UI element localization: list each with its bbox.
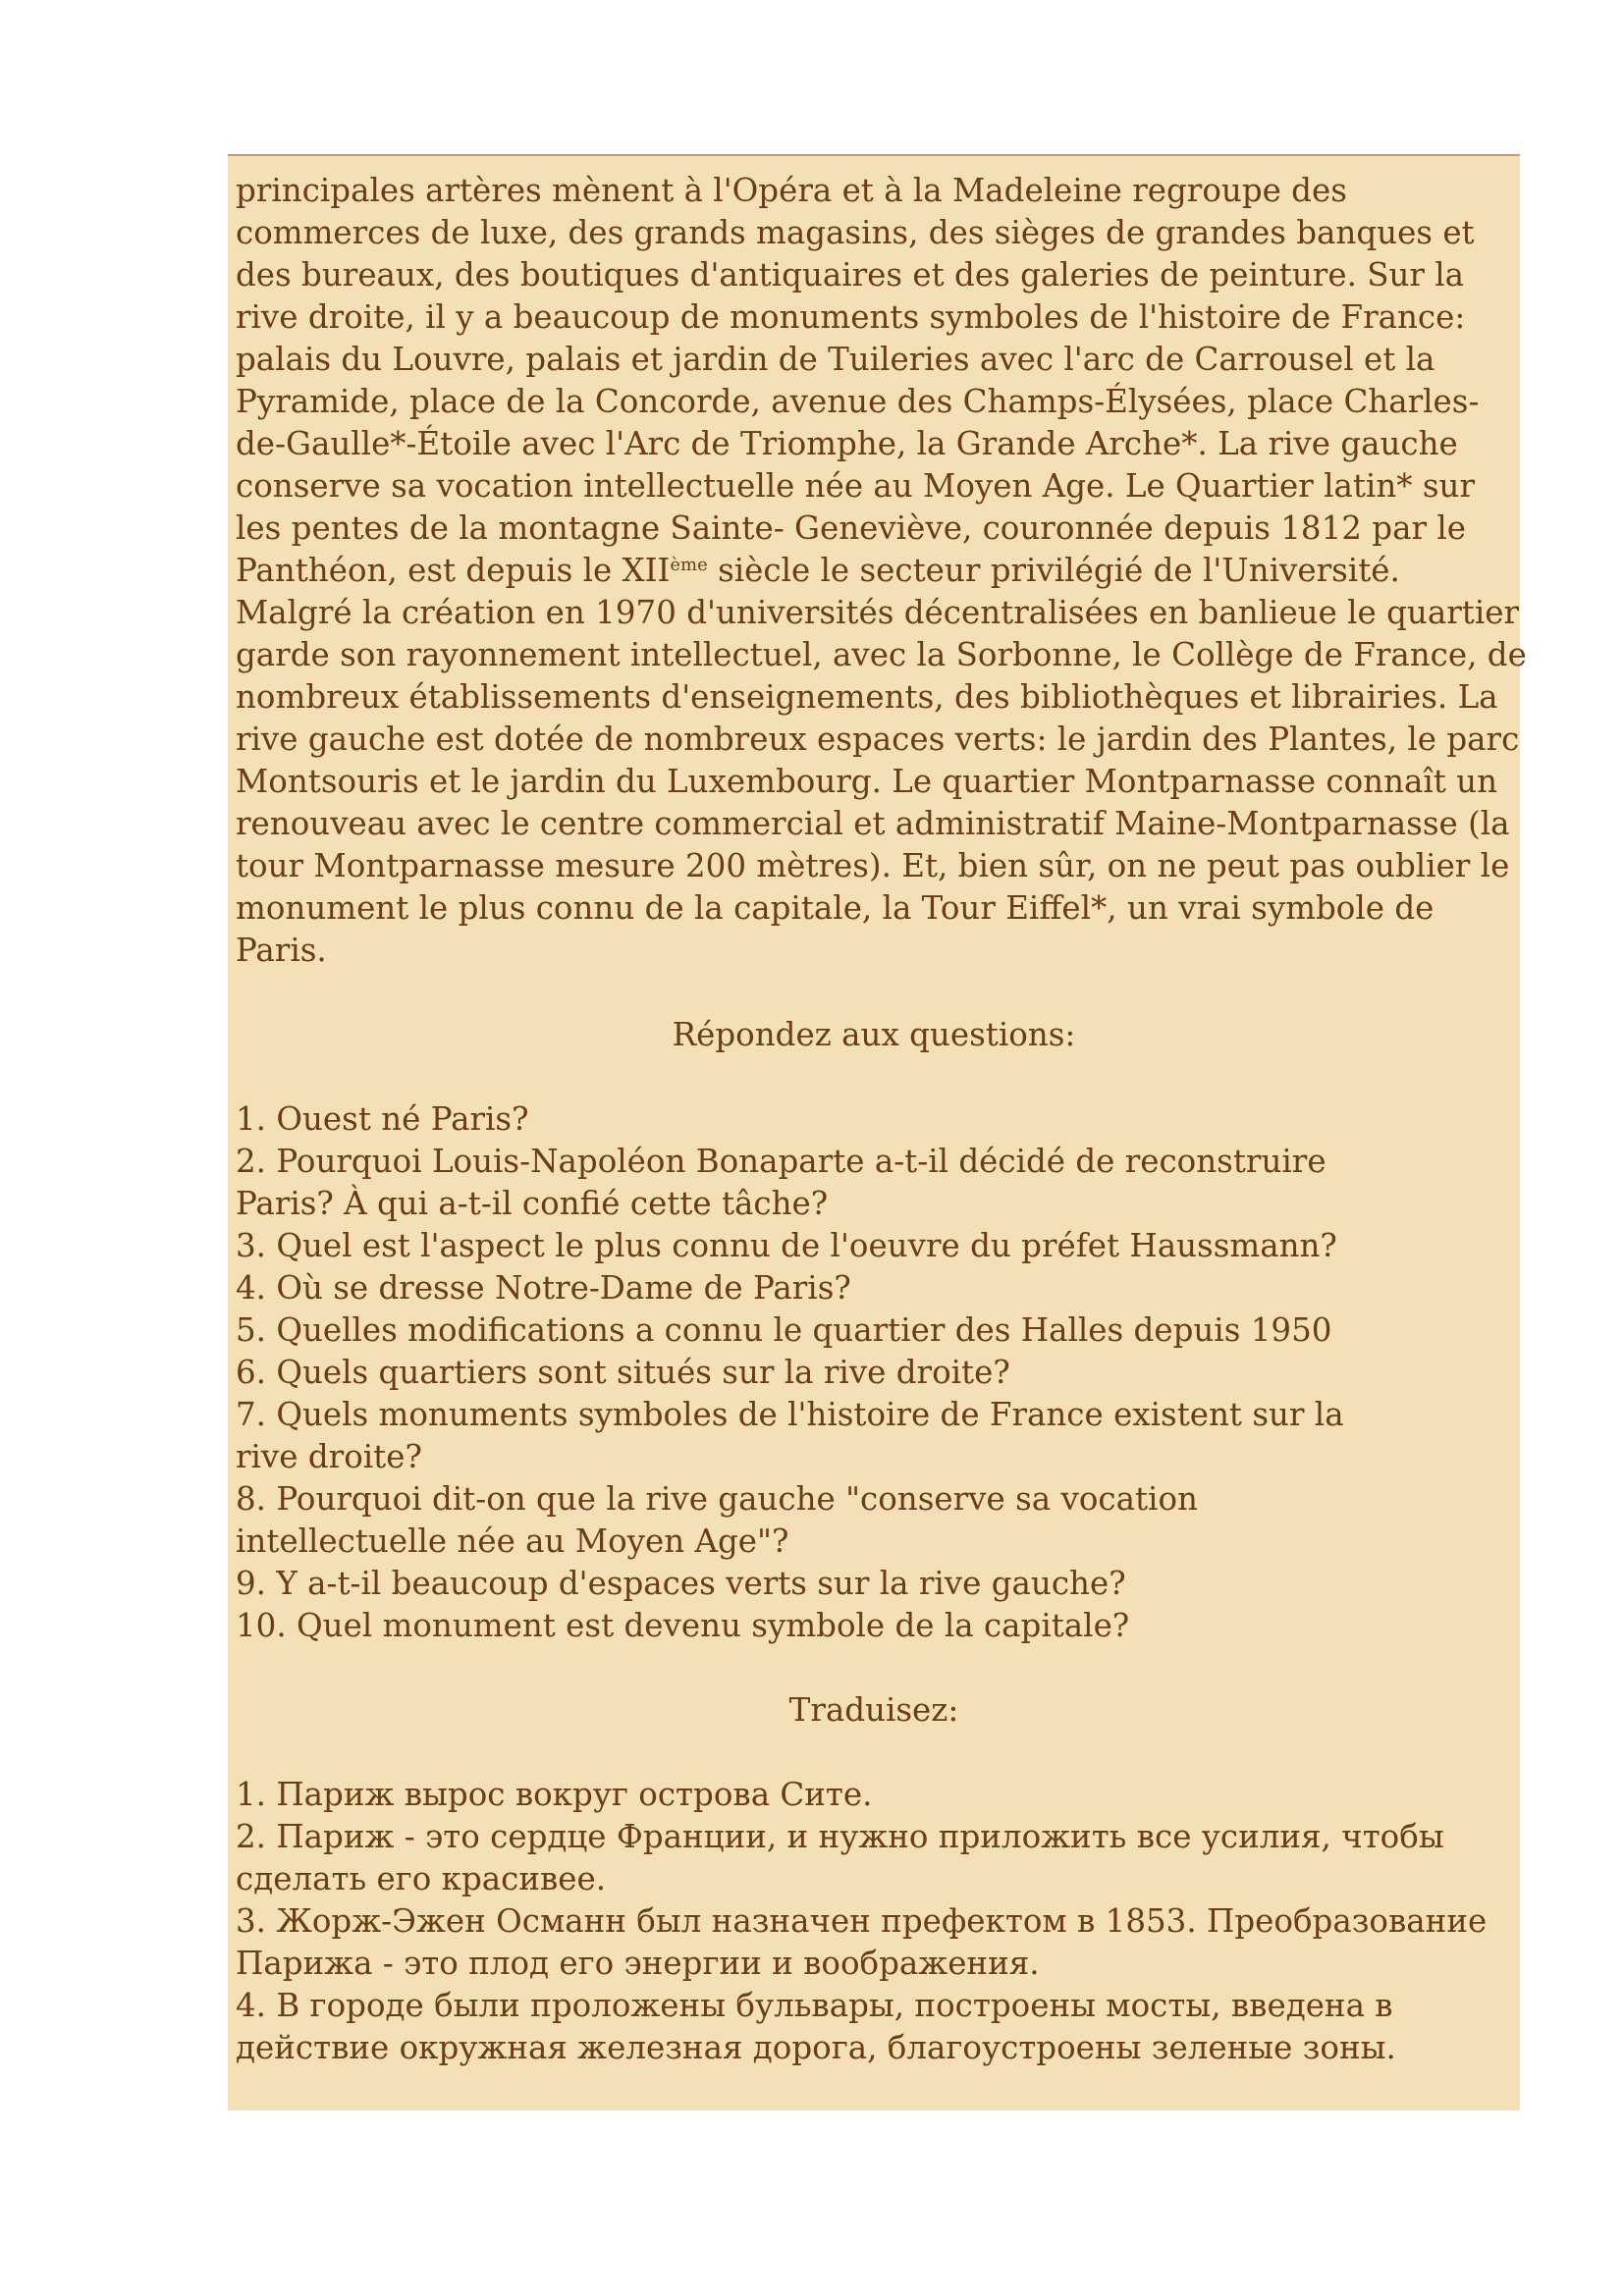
passage-line: palais du Louvre, palais et jardin de Tuileries avec l'arc de Carrousel et la	[236, 341, 1435, 378]
pantheon-text-after: siècle le secteur privilégié de l'Université.	[707, 552, 1400, 589]
text-panel	[228, 154, 1527, 2110]
question-line: intellectuelle née au Moyen Age"?	[236, 1522, 789, 1560]
passage	[236, 170, 1527, 972]
passage-line: les pentes de la montagne Sainte- Geneviève, couronnée depuis 1812 par le	[236, 509, 1466, 547]
passage-line: rive gauche est dotée de nombreux espaces verts: le jardin des Plantes, le parc	[236, 721, 1520, 758]
question-line: 2. Pourquoi Louis-Napoléon Bonaparte a-t-il décidé de reconstruire	[236, 1143, 1326, 1180]
translate-line: 3. Жорж-Эжен Османн был назначен префектом в 1853. Преобразование	[236, 1902, 1488, 1940]
passage-line: rive droite, il y a beaucoup de monuments symboles de l'histoire de France:	[236, 298, 1466, 336]
question-line: 5. Quelles modifications a connu le quartier des Halles depuis 1950	[236, 1311, 1332, 1349]
passage-line: Pyramide, place de la Concorde, avenue des Champs-Élysées, place Charles-	[236, 383, 1480, 420]
translate-line: Парижа - это плод его энергии и воображения.	[236, 1945, 1040, 1982]
question-line: 9. Y a-t-il beaucoup d'espaces verts sur la rive gauche?	[236, 1565, 1126, 1602]
passage-line: garde son rayonnement intellectuel, avec la Sorbonne, le Collège de France, de	[236, 636, 1527, 673]
translate-line: 1. Париж вырос вокруг острова Сите.	[236, 1776, 873, 1813]
question-line: Paris? À qui a-t-il confié cette tâche?	[236, 1185, 829, 1222]
question-line: 8. Pourquoi dit-on que la rive gauche "conserve sa vocation	[236, 1480, 1198, 1518]
spacer	[236, 1647, 1512, 1689]
translate-line: действие окружная железная дорога, благоустроены зеленые зоны.	[236, 2029, 1396, 2066]
passage-line: des bureaux, des boutiques d'antiquaires et des galeries de peinture. Sur la	[236, 256, 1465, 294]
passage-line: commerces de luxe, des grands magasins, des sièges de grandes banques et	[236, 214, 1475, 251]
translate-line: сделать его красивее.	[236, 1860, 607, 1897]
passage-line: tour Montparnasse mesure 200 mètres). Et, bien sûr, on ne peut pas oublier le	[236, 847, 1510, 884]
translate-line: 4. В городе были проложены бульвары, построены мосты, введена в	[236, 1987, 1393, 2024]
spacer	[236, 972, 1512, 1014]
spacer	[236, 1732, 1512, 1774]
translate-list	[236, 1774, 1512, 2069]
document-content	[236, 170, 1527, 2069]
question-line: rive droite?	[236, 1438, 422, 1475]
passage-line: nombreux établissements d'enseignements, des bibliothèques et librairies. La	[236, 678, 1498, 716]
century-superscript: ème	[670, 555, 708, 575]
passage-line: Malgré la création en 1970 d'universités décentralisées en banlieue le quartier	[236, 594, 1519, 631]
question-line: 7. Quels monuments symboles de l'histoire de France existent sur la	[236, 1396, 1344, 1433]
question-line: 4. Où se dresse Notre-Dame de Paris?	[236, 1269, 851, 1307]
spacer	[236, 1056, 1512, 1098]
question-line: 10. Quel monument est devenu symbole de la capitale?	[236, 1607, 1130, 1644]
passage-line: renouveau avec le centre commercial et administratif Maine-Montparnasse (la	[236, 805, 1510, 842]
passage-line: de-Gaulle*-Étoile avec l'Arc de Triomphe, la Grande Arche*. La rive gauche	[236, 425, 1458, 462]
translate-line: 2. Париж - это сердце Франции, и нужно приложить все усилия, чтобы	[236, 1818, 1444, 1855]
passage-line: Paris.	[236, 932, 327, 969]
pantheon-text-before: Panthéon, est depuis le XII	[236, 552, 671, 589]
passage-line: monument le plus connu de la capitale, la Tour Eiffel*, un vrai symbole de	[236, 889, 1435, 927]
passage-line-pantheon	[236, 550, 1512, 592]
translate-heading: Traduisez:	[788, 1691, 959, 1729]
questions-list	[236, 1098, 1512, 1647]
question-line: 1. Ouest né Paris?	[236, 1100, 529, 1138]
passage-line: principales artères mènent à l'Opéra et à la Madeleine regroupe des	[236, 172, 1347, 209]
question-line: 3. Quel est l'aspect le plus connu de l'oeuvre du préfet Haussmann?	[236, 1227, 1337, 1264]
passage-line: Montsouris et le jardin du Luxembourg. Le quartier Montparnasse connaît un	[236, 763, 1498, 800]
question-line: 6. Quels quartiers sont situés sur la rive droite?	[236, 1354, 1010, 1391]
questions-heading: Répondez aux questions:	[672, 1016, 1076, 1053]
passage-line: conserve sa vocation intellectuelle née au Moyen Age. Le Quartier latin* sur	[236, 467, 1475, 505]
